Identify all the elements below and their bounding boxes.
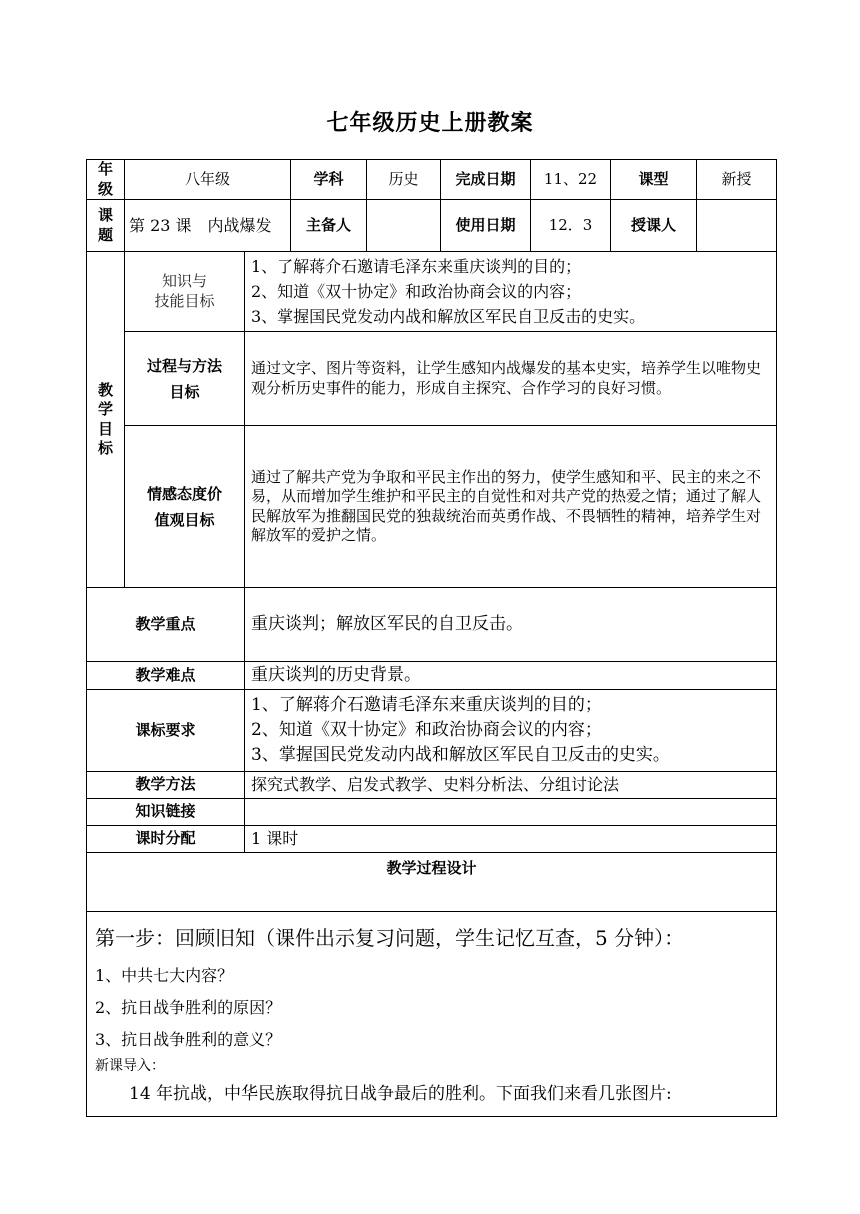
- knowledge-goal-label: [125, 252, 245, 332]
- difficulties-label: 教学难点: [87, 662, 245, 690]
- topic-label: 课题: [87, 200, 125, 252]
- review-question: 1、中共七大内容？: [95, 966, 234, 985]
- methods-content: 探究式教学、启发式教学、史料分析法、分组讨论法: [245, 772, 777, 799]
- design-header-row: [87, 853, 777, 912]
- finish-date-value: 11、22: [531, 160, 611, 200]
- review-question: 3、抗日战争胜利的意义？: [95, 1030, 282, 1049]
- emotion-goal-label: [125, 426, 245, 588]
- links-row: [87, 799, 777, 826]
- standards-content: [245, 690, 777, 772]
- process-content: [87, 912, 777, 1117]
- knowledge-label-line1: 知识与: [161, 272, 207, 290]
- time-content: 1 课时: [245, 826, 777, 853]
- class-type-value: 新授: [697, 160, 777, 200]
- preparer-value: [367, 200, 441, 252]
- knowledge-line: 2、知道《双十协定》和政治协商会议的内容；: [251, 282, 582, 301]
- knowledge-goal-content: [245, 252, 777, 332]
- header-row-1: [87, 160, 777, 200]
- key-points-label: 教学重点: [87, 588, 245, 662]
- lesson-plan-table: [86, 159, 777, 1117]
- subject-label: 学科: [291, 160, 367, 200]
- emotion-goal-content: 通过了解共产党为争取和平民主作出的努力，使学生感知和平、民主的来之不易，从而增加学生维护和平民主的自觉性和对共产党的热爱之情；通过了解人民解放军为推翻国民党的独裁统治而英勇作战、不畏牺牲的精神，培养学生对解放军的爱护之情。: [245, 426, 777, 588]
- standards-row: [87, 690, 777, 772]
- standards-label: 课标要求: [87, 690, 245, 772]
- teaching-goals-label: [87, 252, 125, 588]
- process-goal-row: [87, 332, 777, 426]
- standards-line: 3、掌握国民党发动内战和解放区军民自卫反击的史实。: [251, 745, 670, 765]
- class-type-label: 课型: [611, 160, 697, 200]
- standards-line: 2、知道《双十协定》和政治协商会议的内容；: [251, 720, 602, 740]
- key-points-content: 重庆谈判；解放区军民的自卫反击。: [245, 588, 777, 662]
- header-row-2: [87, 200, 777, 252]
- knowledge-line: 3、掌握国民党发动内战和解放区军民自卫反击的史实。: [251, 307, 646, 326]
- review-question: 2、抗日战争胜利的原因？: [95, 998, 282, 1017]
- links-content: [245, 799, 777, 826]
- finish-date-label: 完成日期: [441, 160, 531, 200]
- process-content-row: [87, 912, 777, 1117]
- knowledge-line: 1、了解蒋介石邀请毛泽东来重庆谈判的目的；: [251, 257, 582, 276]
- teacher-label: 授课人: [611, 200, 697, 252]
- preparer-label: 主备人: [291, 200, 367, 252]
- topic-value: 第 23 课 内战爆发: [125, 200, 291, 252]
- page-title: 七年级历史上册教案: [326, 111, 534, 136]
- design-header: 教学过程设计: [87, 853, 777, 912]
- emotion-goal-row: [87, 426, 777, 588]
- process-label-line1: 过程与方法: [146, 356, 222, 375]
- difficulties-content: 重庆谈判的历史背景。: [245, 662, 777, 690]
- grade-label: 年级: [87, 160, 125, 200]
- use-date-value: 12．3: [531, 200, 611, 252]
- methods-label: 教学方法: [87, 772, 245, 799]
- grade-value: 八年级: [125, 160, 291, 200]
- process-label-line2: 目标: [169, 382, 200, 401]
- time-row: [87, 826, 777, 853]
- use-date-label: 使用日期: [441, 200, 531, 252]
- emotion-label-line2: 值观目标: [154, 510, 215, 529]
- methods-row: [87, 772, 777, 799]
- subject-value: 历史: [367, 160, 441, 200]
- difficulties-row: [87, 662, 777, 690]
- key-points-row: [87, 588, 777, 662]
- process-goal-content: 通过文字、图片等资料，让学生感知内战爆发的基本史实，培养学生以唯物史观分析历史事件的能力，形成自主探究、合作学习的良好习惯。: [245, 332, 777, 426]
- standards-line: 1、了解蒋介石邀请毛泽东来重庆谈判的目的；: [251, 695, 602, 715]
- knowledge-goal-row: [87, 252, 777, 332]
- links-label: 知识链接: [87, 799, 245, 826]
- knowledge-label-line2: 技能目标: [154, 291, 215, 310]
- teacher-value: [697, 200, 777, 252]
- step-one-heading: 第一步：回顾旧知（课件出示复习问题，学生记忆互查，5 分钟）：: [95, 926, 685, 950]
- process-goal-label: [125, 332, 245, 426]
- intro-text: 14 年抗战，中华民族取得抗日战争最后的胜利。下面我们来看几张图片:: [129, 1084, 672, 1104]
- emotion-label-line1: 情感态度价: [146, 484, 222, 503]
- teaching-goals-text: 教学目标: [97, 380, 113, 457]
- intro-label: 新课导入：: [95, 1058, 165, 1074]
- time-label: 课时分配: [87, 826, 245, 853]
